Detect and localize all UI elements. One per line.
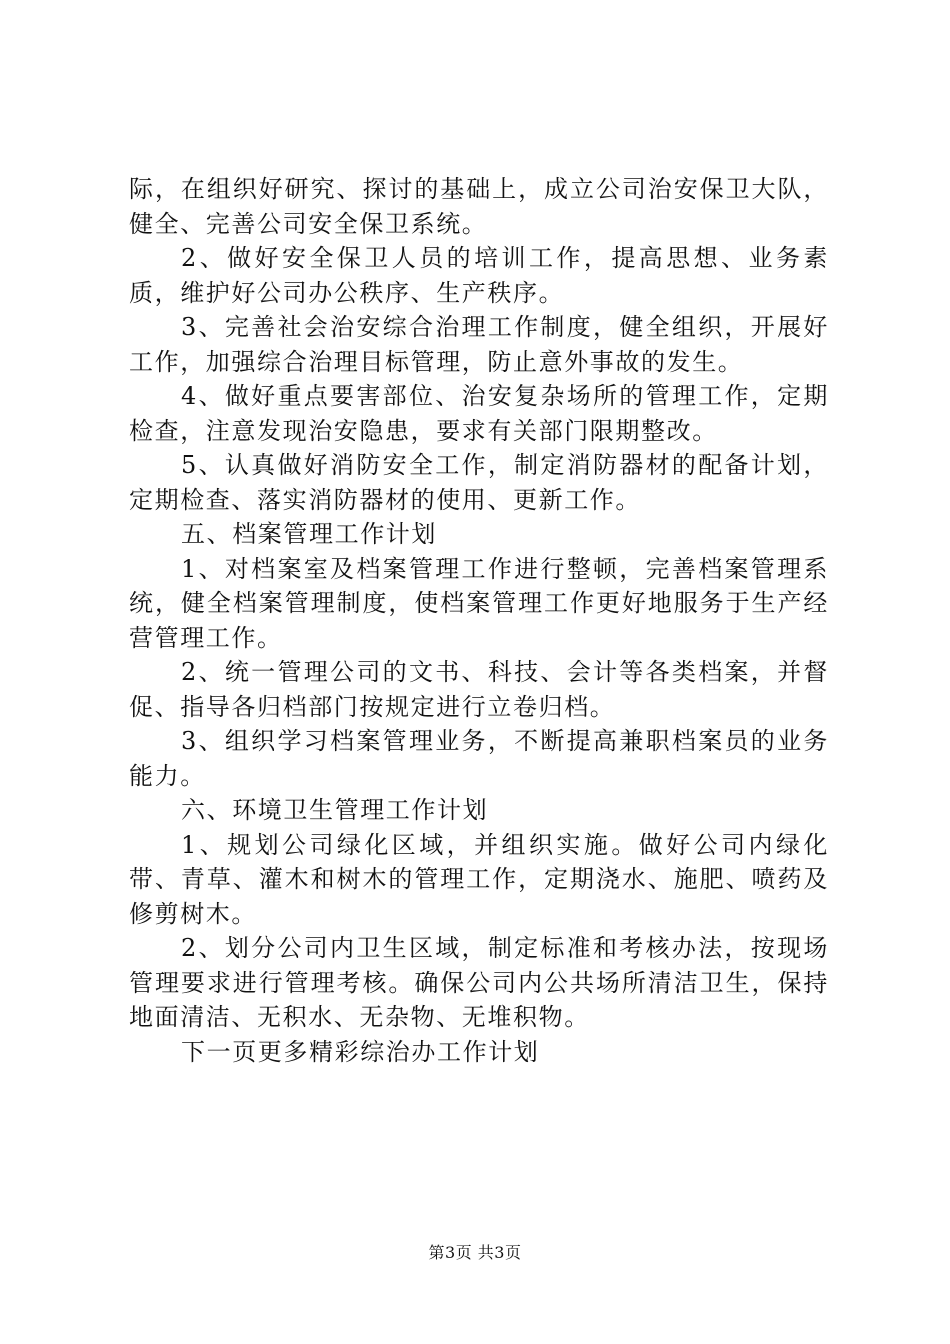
paragraph-governance-system: 3、完善社会治安综合治理工作制度，健全组织，开展好工作，加强综合治理目标管理，防止意外事故的发生。	[129, 313, 829, 376]
paragraph-greening: 1、规划公司绿化区域，并组织实施。做好公司内绿化带、青草、灌木和树木的管理工作，定期浇水、施肥、喷药及修剪树木。	[129, 830, 829, 928]
paragraph-sanitation: 2、划分公司内卫生区域，制定标准和考核办法，按现场管理要求进行管理考核。确保公司内公共场所清洁卫生，保持地面清洁、无积水、无杂物、无堆积物。	[129, 934, 829, 1031]
page-number-footer: 第3页 共3页	[428, 1243, 522, 1262]
section-heading-archives: 五、档案管理工作计划	[181, 520, 437, 548]
paragraph-key-locations: 4、做好重点要害部位、治安复杂场所的管理工作，定期检查，注意发现治安隐患，要求有关部门限期整改。	[129, 382, 829, 445]
paragraph-continuation: 际，在组织好研究、探讨的基础上，成立公司治安保卫大队，健全、完善公司安全保卫系统。	[129, 175, 829, 238]
next-page-link[interactable]: 下一页更多精彩综治办工作计划	[181, 1037, 540, 1066]
paragraph-archive-reorganize: 1、对档案室及档案管理工作进行整顿，完善档案管理系统，健全档案管理制度，使档案管理工作更好地服务于生产经营管理工作。	[129, 554, 829, 652]
paragraph-fire-safety: 5、认真做好消防安全工作，制定消防器材的配备计划，定期检查、落实消防器材的使用、更新工作。	[129, 451, 829, 514]
paragraph-archive-training: 3、组织学习档案管理业务，不断提高兼职档案员的业务能力。	[129, 727, 829, 790]
document-body	[129, 172, 829, 1069]
paragraph-security-training: 2、做好安全保卫人员的培训工作，提高思想、业务素质，维护好公司办公秩序、生产秩序。	[129, 244, 829, 307]
section-heading-environment: 六、环境卫生管理工作计划	[181, 796, 489, 824]
paragraph-archive-unified: 2、统一管理公司的文书、科技、会计等各类档案，并督促、指导各归档部门按规定进行立卷归档。	[129, 658, 829, 721]
